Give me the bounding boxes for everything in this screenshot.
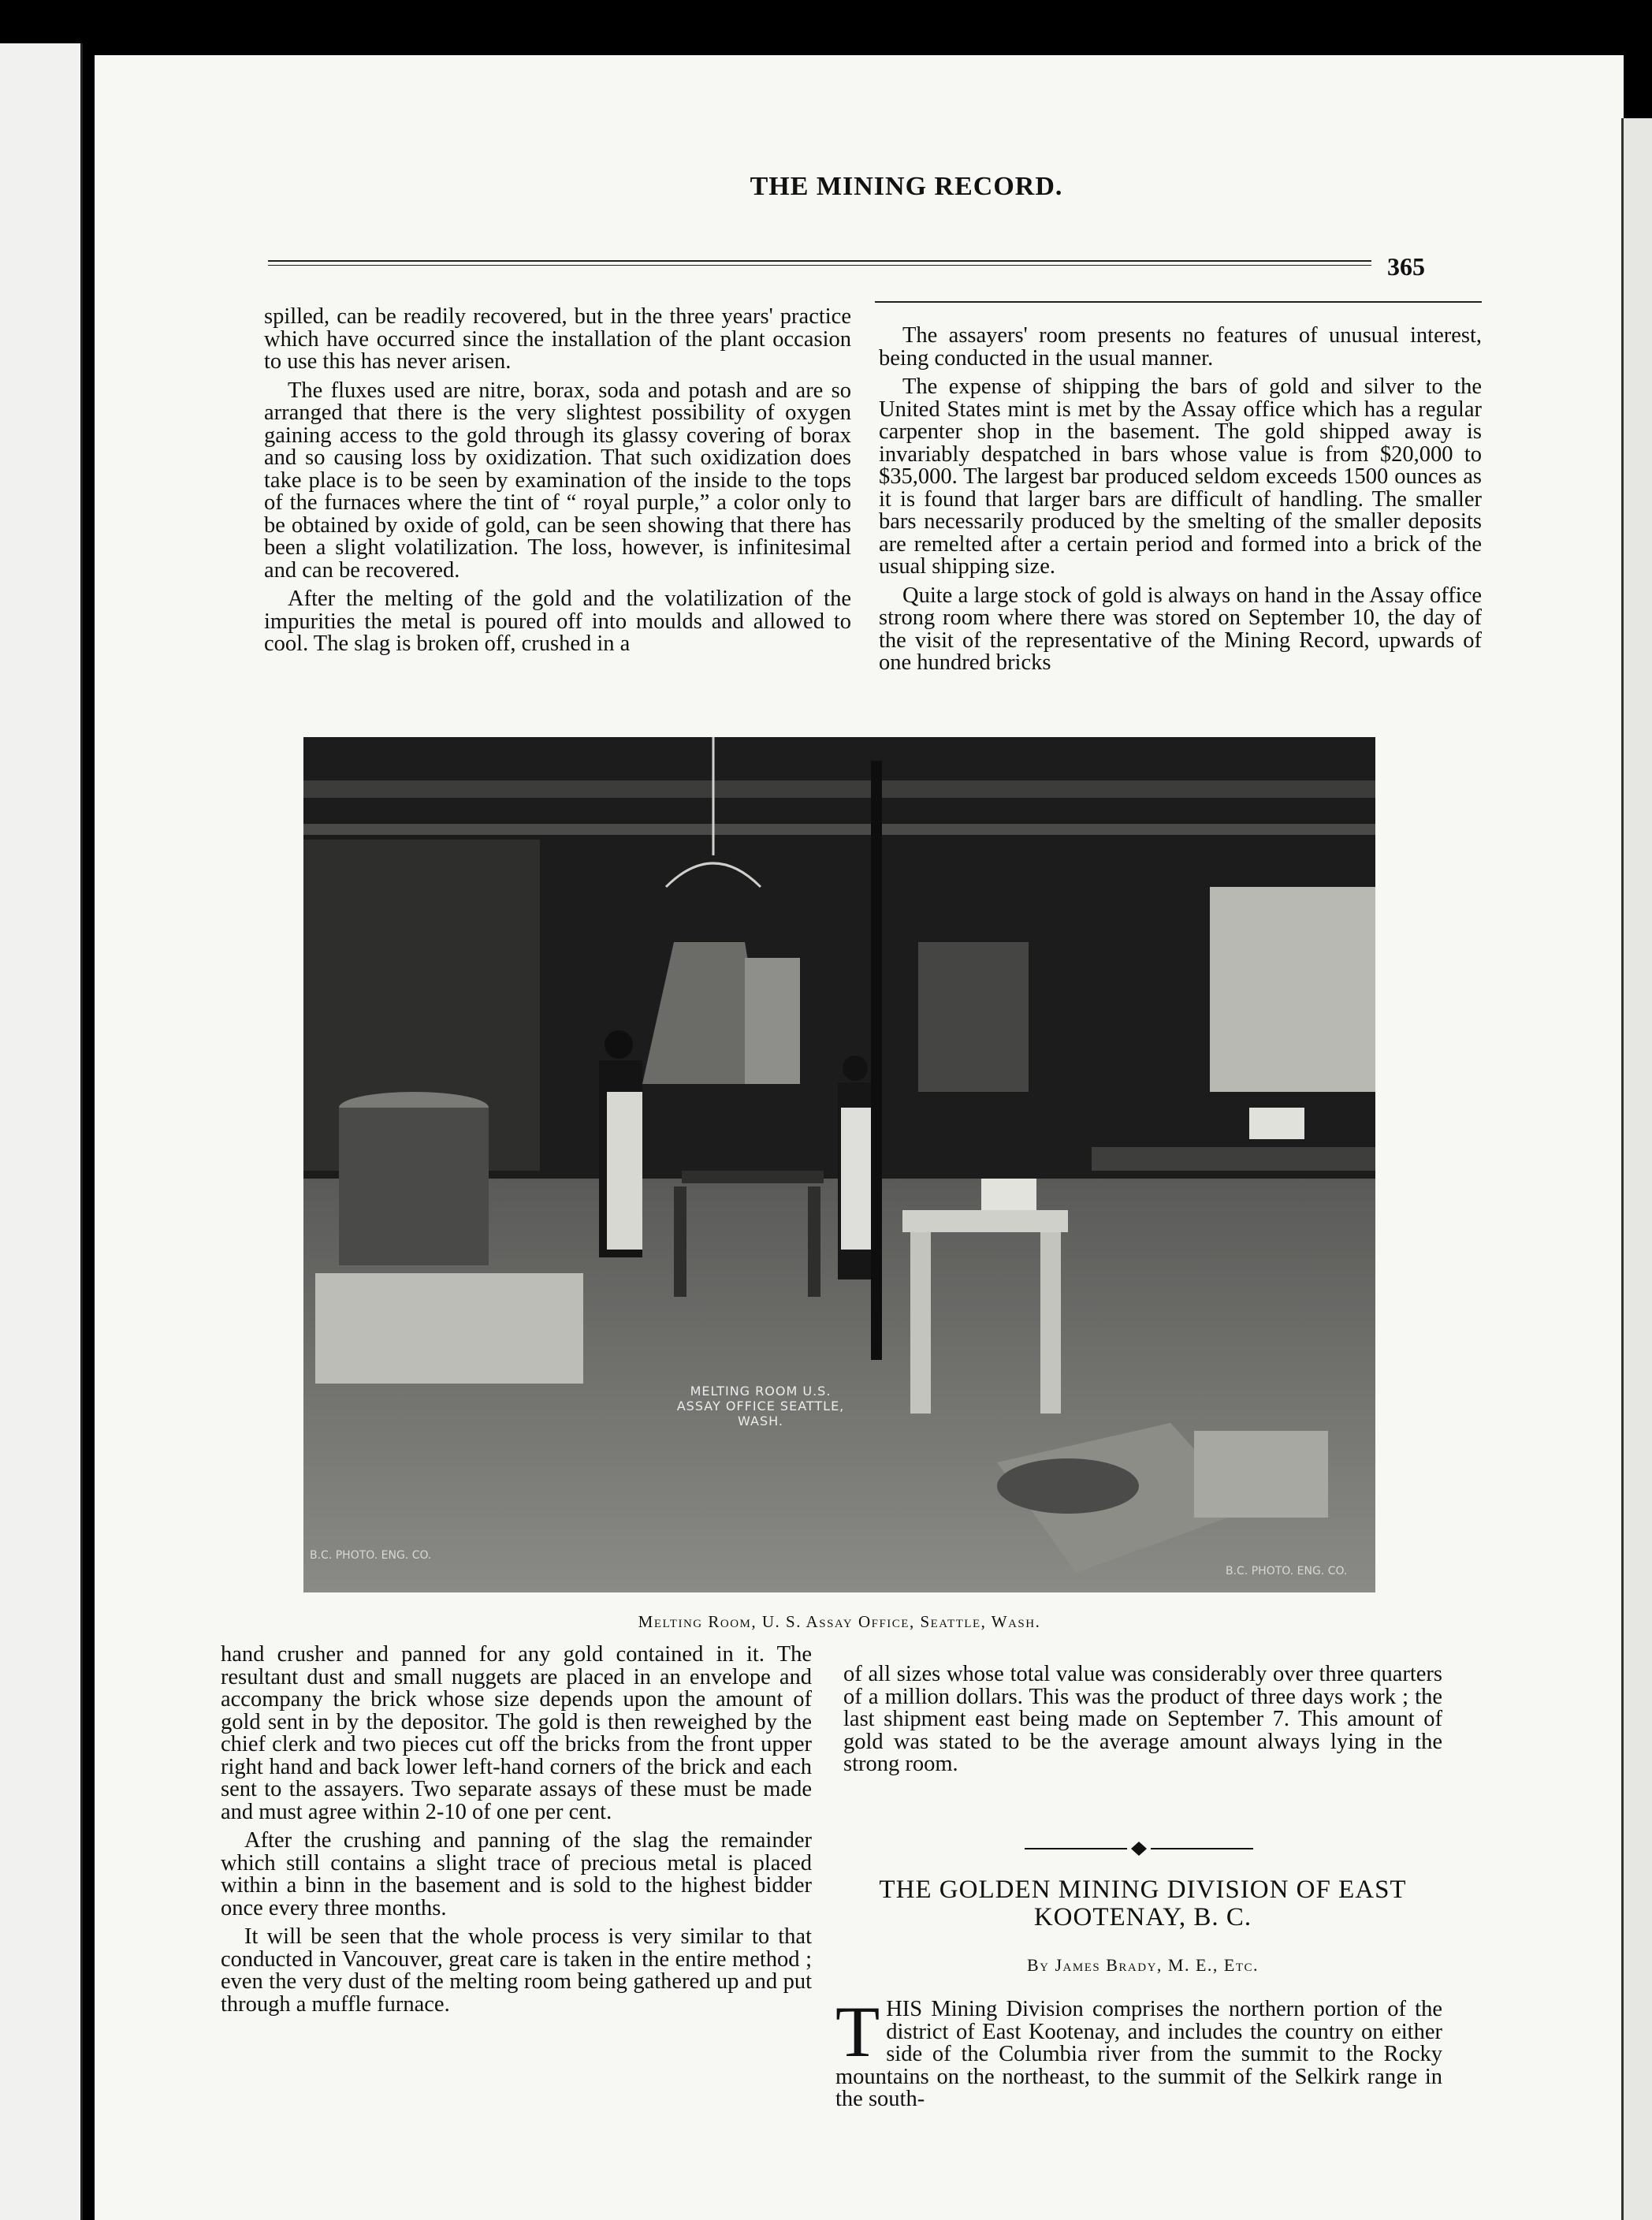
section-ornament [1025,1837,1261,1861]
opening-text: HIS Mining Division comprises the northern portion of the district of East Kootenay, and includes the country on either side of the Columbia river from the summit to the Rocky mountains on the northeast, to the summit of the Selkirk range in the south- [835,1997,1442,2111]
left-column-top [264,306,851,662]
engraver-credit-right: B.C. PHOTO. ENG. CO. [1226,1565,1348,1577]
right-header-rule [875,301,1482,303]
article-title: THE GOLDEN MINING DIVISION OF EAST KOOTENAY, B. C. [879,1875,1407,1931]
paragraph: The expense of shipping the bars of gold and silver to the United States mint is met by the Assay office which has a regular carpenter shop in the basement. The gold shipped away is invariably despatched in bars whose value is from $20,000 to $35,000. The largest bar produced seldom exceeds 1500 ounces as it is found that larger bars are difficult of handling. The smaller bars necessarily produced by the smelting of the smaller deposits are remelted after a certain period and formed into a brick of the usual shipping size. [879,374,1482,579]
left-column-bottom [221,1644,812,2022]
paragraph: It will be seen that the whole process is very similar to that conducted in Vancouver, great care is taken in the entire method ; even the very dust of the melting room being gathered up and put through a muffle furnace. [221,1924,812,2017]
drop-cap: T [835,1991,880,2072]
article-opening [835,1991,1442,2118]
paragraph: After the crushing and panning of the slag the remainder which still contains a slight trace of precious metal is placed within a binn in the basement and is sold to the highest bidder once every three months. [221,1828,812,1920]
paragraph: The assayers' room presents no features of unusual interest, being conducted in the usual manner. [879,323,1482,371]
page-stack-edge [1621,118,1652,2220]
photo-illustration [303,737,1375,1592]
header-rule [268,260,1371,262]
paragraph: The fluxes used are nitre, borax, soda and potash and are so arranged that there is the very slightest possibility of oxygen gaining access to the gold through its glassy covering of borax and so causing loss by oxidization. That such oxidization does take place is to be seen by examination of the inside to the tops of the furnaces where the tint of “ royal purple,” a color only to be obtained by oxide of gold, can be seen showing that there has been a slight volatilization. The loss, however, is infinitesimal and can be recovered. [264,378,851,583]
paragraph: of all sizes whose total value was considerably over three quarters of a million dollars. This was the product of three days work ; the last shipment east being made on September 7. This amount of gold was stated to be the average amount always lying in the strong room. [843,1662,1442,1776]
opening-paragraph [835,1991,1442,2111]
right-column-top [879,325,1482,681]
right-column-bottom [843,1663,1442,1782]
running-head: THE MINING RECORD. [750,172,1063,201]
engraver-credit-left: B.C. PHOTO. ENG. CO. [310,1549,432,1562]
header-rule-thin [268,265,1371,266]
paragraph: After the melting of the gold and the volatilization of the impurities the metal is poured off into moulds and allowed to cool. The slag is broken off, crushed in a [264,587,851,656]
figure-caption: Melting Room, U. S. Assay Office, Seattle, Wash. [638,1612,1041,1631]
melting-room-photograph [303,737,1375,1592]
paragraph: hand crusher and panned for any gold contained in it. The resultant dust and small nuggets are placed in an envelope and accompany the brick whose size depends upon the amount of gold sent in by the depositor. The gold is then reweighed by the chief clerk and two pieces cut off the bricks from the front upper right hand and back lower left-hand corners of the brick and each sent to the assayers. Two separate assays of these must be made and must agree within 2-10 of one per cent. [221,1642,812,1824]
article-byline: By James Brady, M. E., Etc. [1026,1955,1259,1975]
photo-inscription: MELTING ROOM U.S. ASSAY OFFICE SEATTLE, WASH. [676,1384,845,1428]
paragraph: spilled, can be readily recovered, but in the three years' practice which have occurred since the installation of the plant occasion to use this has never arisen. [264,304,851,374]
facing-page-edge [0,43,83,2220]
paragraph: Quite a large stock of gold is always on hand in the Assay office strong room where there was stored on September 10, the day of the visit of the representative of the Mining Record, upwards of one hundred bricks [879,583,1482,675]
page-number: 365 [1387,252,1425,281]
